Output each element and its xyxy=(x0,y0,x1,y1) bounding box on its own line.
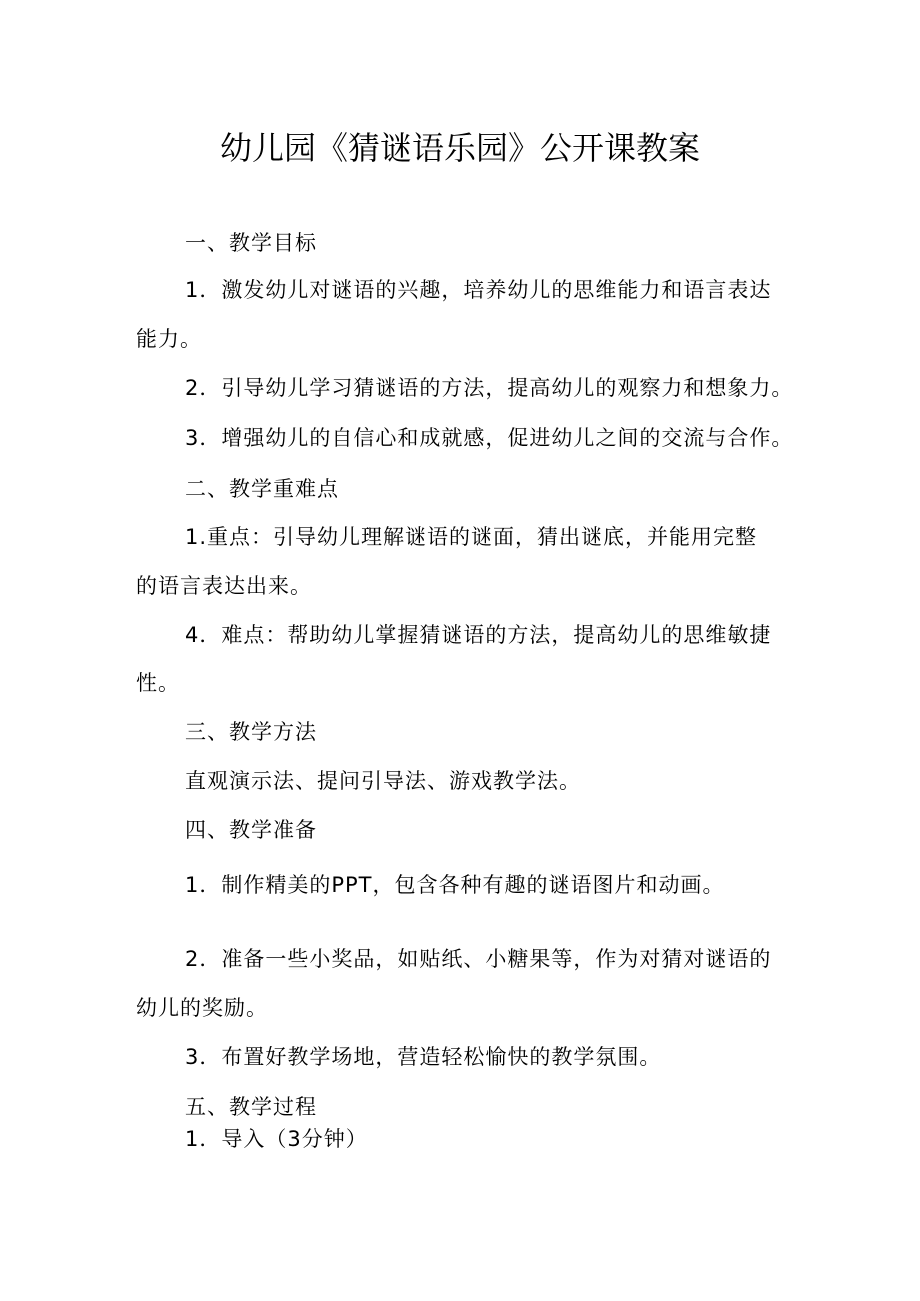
section-heading-goals: 一、教学目标 xyxy=(185,231,317,255)
paragraph-line: 性。 xyxy=(136,671,180,695)
paragraph-line: 幼儿的奖励。 xyxy=(136,996,268,1020)
paragraph-line: 1．制作精美的PPT，包含各种有趣的谜语图片和动画。 xyxy=(185,873,725,897)
paragraph-line: 4．难点：帮助幼儿掌握猜谜语的方法，提高幼儿的思维敏捷 xyxy=(185,623,772,647)
paragraph-line: 2．引导幼儿学习猜谜语的方法，提高幼儿的观察力和想象力。 xyxy=(185,376,794,400)
paragraph-line: 的语言表达出来。 xyxy=(136,574,312,598)
paragraph-line: 能力。 xyxy=(136,327,202,351)
paragraph-line: 3．增强幼儿的自信心和成就感，促进幼儿之间的交流与合作。 xyxy=(185,426,794,450)
paragraph-line: 1.重点：引导幼儿理解谜语的谜面，猜出谜底，并能用完整 xyxy=(185,525,758,549)
page-title: 幼儿园《猜谜语乐园》公开课教案 xyxy=(219,129,700,167)
paragraph-line: 3．布置好教学场地，营造轻松愉快的教学氛围。 xyxy=(185,1045,662,1069)
section-heading-preparation: 四、教学准备 xyxy=(185,818,317,842)
paragraph-line: 1．导入（3分钟） xyxy=(185,1127,368,1151)
paragraph-line: 1．激发幼儿对谜语的兴趣，培养幼儿的思维能力和语言表达 xyxy=(185,278,772,302)
section-heading-key-points: 二、教学重难点 xyxy=(185,477,339,501)
paragraph-line: 2．准备一些小奖品，如贴纸、小糖果等，作为对猜对谜语的 xyxy=(185,947,772,971)
section-heading-methods: 三、教学方法 xyxy=(185,720,317,744)
paragraph-line: 直观演示法、提问引导法、游戏教学法。 xyxy=(185,769,581,793)
section-heading-process: 五、教学过程 xyxy=(185,1095,317,1119)
